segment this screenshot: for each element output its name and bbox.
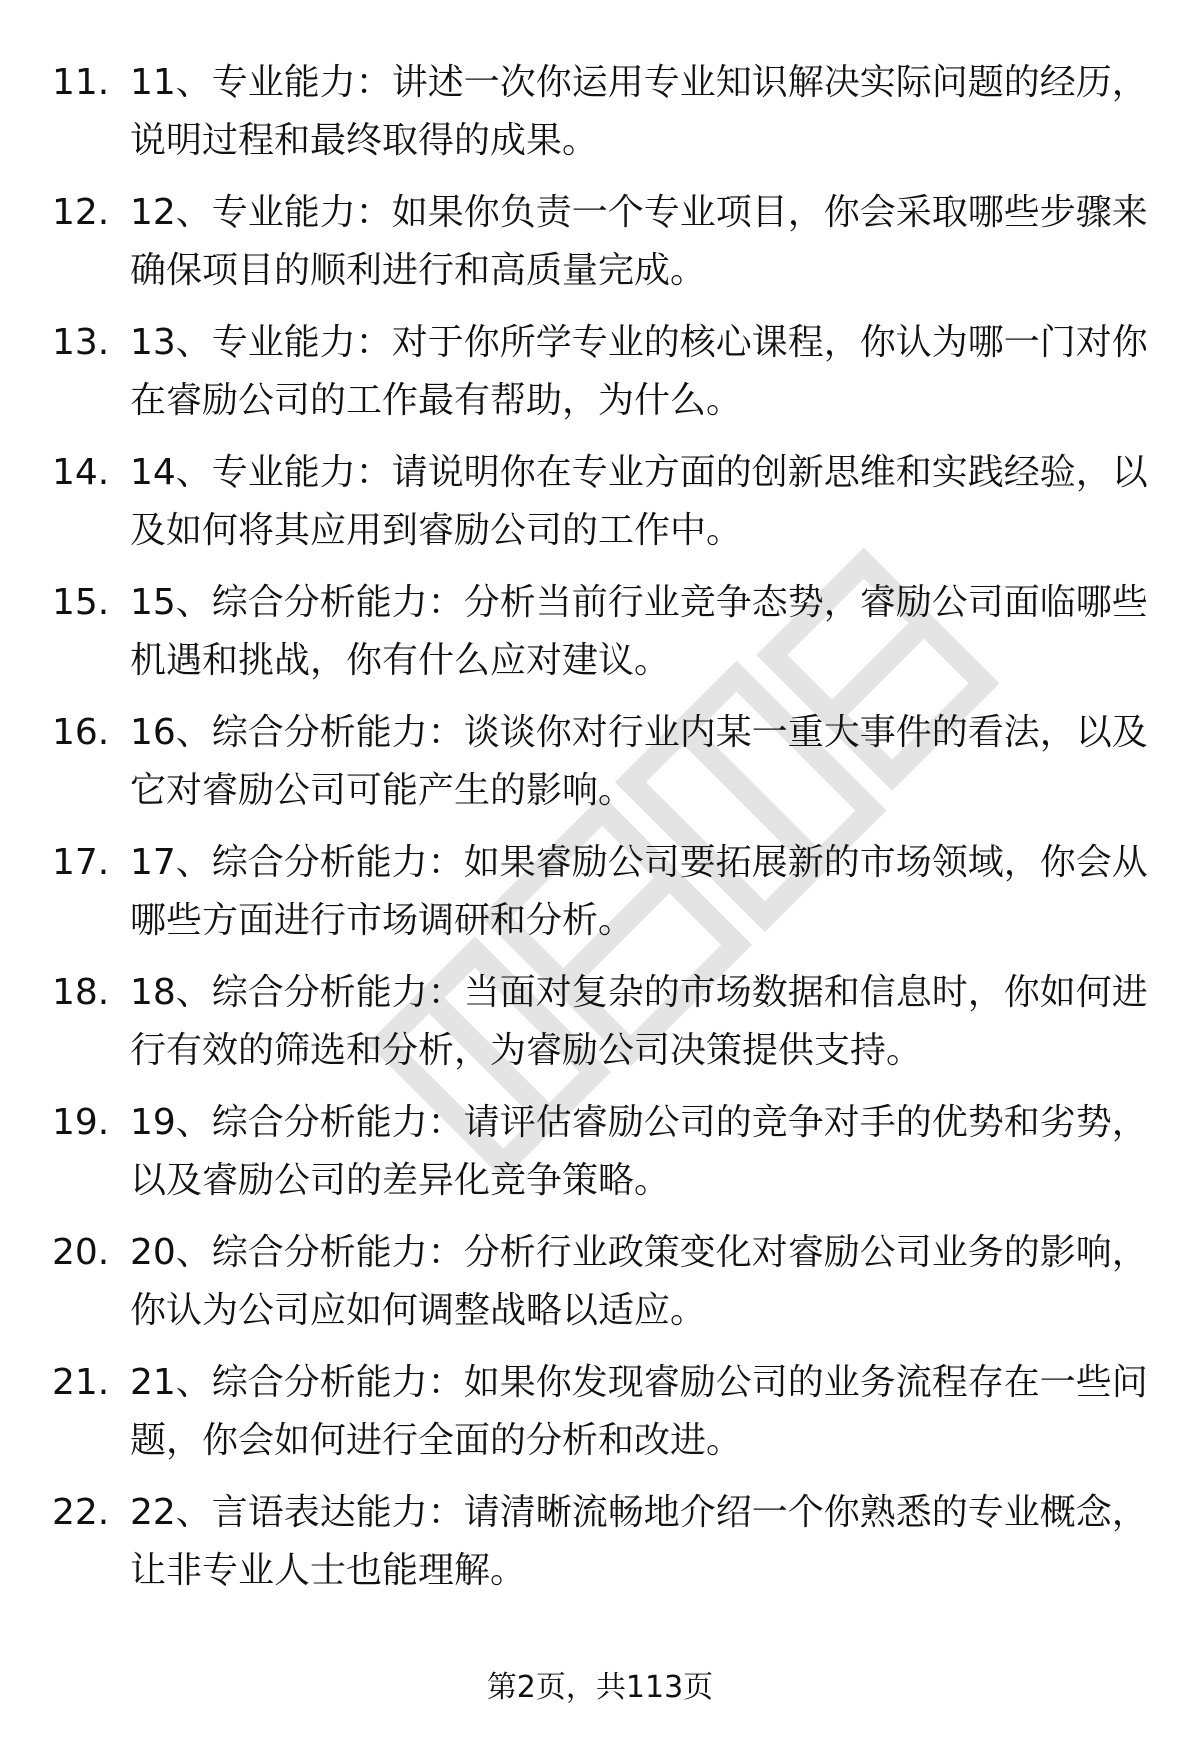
item-text: 20、综合分析能力：分析行业政策变化对睿励公司业务的影响，你认为公司应如何调整战略以适应。 bbox=[130, 1232, 1148, 1331]
list-item bbox=[0, 314, 1200, 444]
item-number: 17. bbox=[52, 842, 110, 883]
list-item bbox=[0, 184, 1200, 314]
list-item bbox=[0, 1484, 1200, 1614]
item-number: 13. bbox=[52, 322, 110, 363]
list-item bbox=[0, 54, 1200, 184]
item-text: 16、综合分析能力：谈谈你对行业内某一重大事件的看法，以及它对睿励公司可能产生的影响。 bbox=[130, 712, 1148, 811]
item-number: 20. bbox=[52, 1232, 110, 1273]
item-text: 21、综合分析能力：如果你发现睿励公司的业务流程存在一些问题，你会如何进行全面的分析和改进。 bbox=[130, 1362, 1148, 1461]
item-text: 19、综合分析能力：请评估睿励公司的竞争对手的优势和劣势，以及睿励公司的差异化竞争策略。 bbox=[130, 1102, 1148, 1201]
list-item bbox=[0, 574, 1200, 704]
item-text: 15、综合分析能力：分析当前行业竞争态势，睿励公司面临哪些机遇和挑战，你有什么应对建议。 bbox=[130, 582, 1148, 681]
item-number: 12. bbox=[52, 192, 110, 233]
item-text: 18、综合分析能力：当面对复杂的市场数据和信息时，你如何进行有效的筛选和分析，为睿励公司决策提供支持。 bbox=[130, 972, 1148, 1071]
list-item bbox=[0, 1094, 1200, 1224]
item-number: 15. bbox=[52, 582, 110, 623]
item-text: 13、专业能力：对于你所学专业的核心课程，你认为哪一门对你在睿励公司的工作最有帮助，为什么。 bbox=[130, 322, 1148, 421]
item-number: 11. bbox=[52, 62, 110, 103]
list-item bbox=[0, 444, 1200, 574]
item-text: 17、综合分析能力：如果睿励公司要拓展新的市场领域，你会从哪些方面进行市场调研和分析。 bbox=[130, 842, 1148, 941]
item-number: 14. bbox=[52, 452, 110, 493]
list-item bbox=[0, 704, 1200, 834]
list-item bbox=[0, 834, 1200, 964]
item-text: 12、专业能力：如果你负责一个专业项目，你会采取哪些步骤来确保项目的顺利进行和高质量完成。 bbox=[130, 192, 1148, 291]
item-number: 18. bbox=[52, 972, 110, 1013]
page-footer: 第2页，共113页 bbox=[486, 1670, 714, 1705]
item-text: 14、专业能力：请说明你在专业方面的创新思维和实践经验，以及如何将其应用到睿励公司的工作中。 bbox=[130, 452, 1148, 551]
question-list bbox=[0, 54, 1200, 1614]
list-item bbox=[0, 964, 1200, 1094]
list-item bbox=[0, 1224, 1200, 1354]
item-text: 22、言语表达能力：请清晰流畅地介绍一个你熟悉的专业概念，让非专业人士也能理解。 bbox=[130, 1492, 1148, 1591]
item-number: 22. bbox=[52, 1492, 110, 1533]
item-text: 11、专业能力：讲述一次你运用专业知识解决实际问题的经历，说明过程和最终取得的成果。 bbox=[130, 62, 1148, 161]
item-number: 16. bbox=[52, 712, 110, 753]
item-number: 19. bbox=[52, 1102, 110, 1143]
item-number: 21. bbox=[52, 1362, 110, 1403]
list-item bbox=[0, 1354, 1200, 1484]
